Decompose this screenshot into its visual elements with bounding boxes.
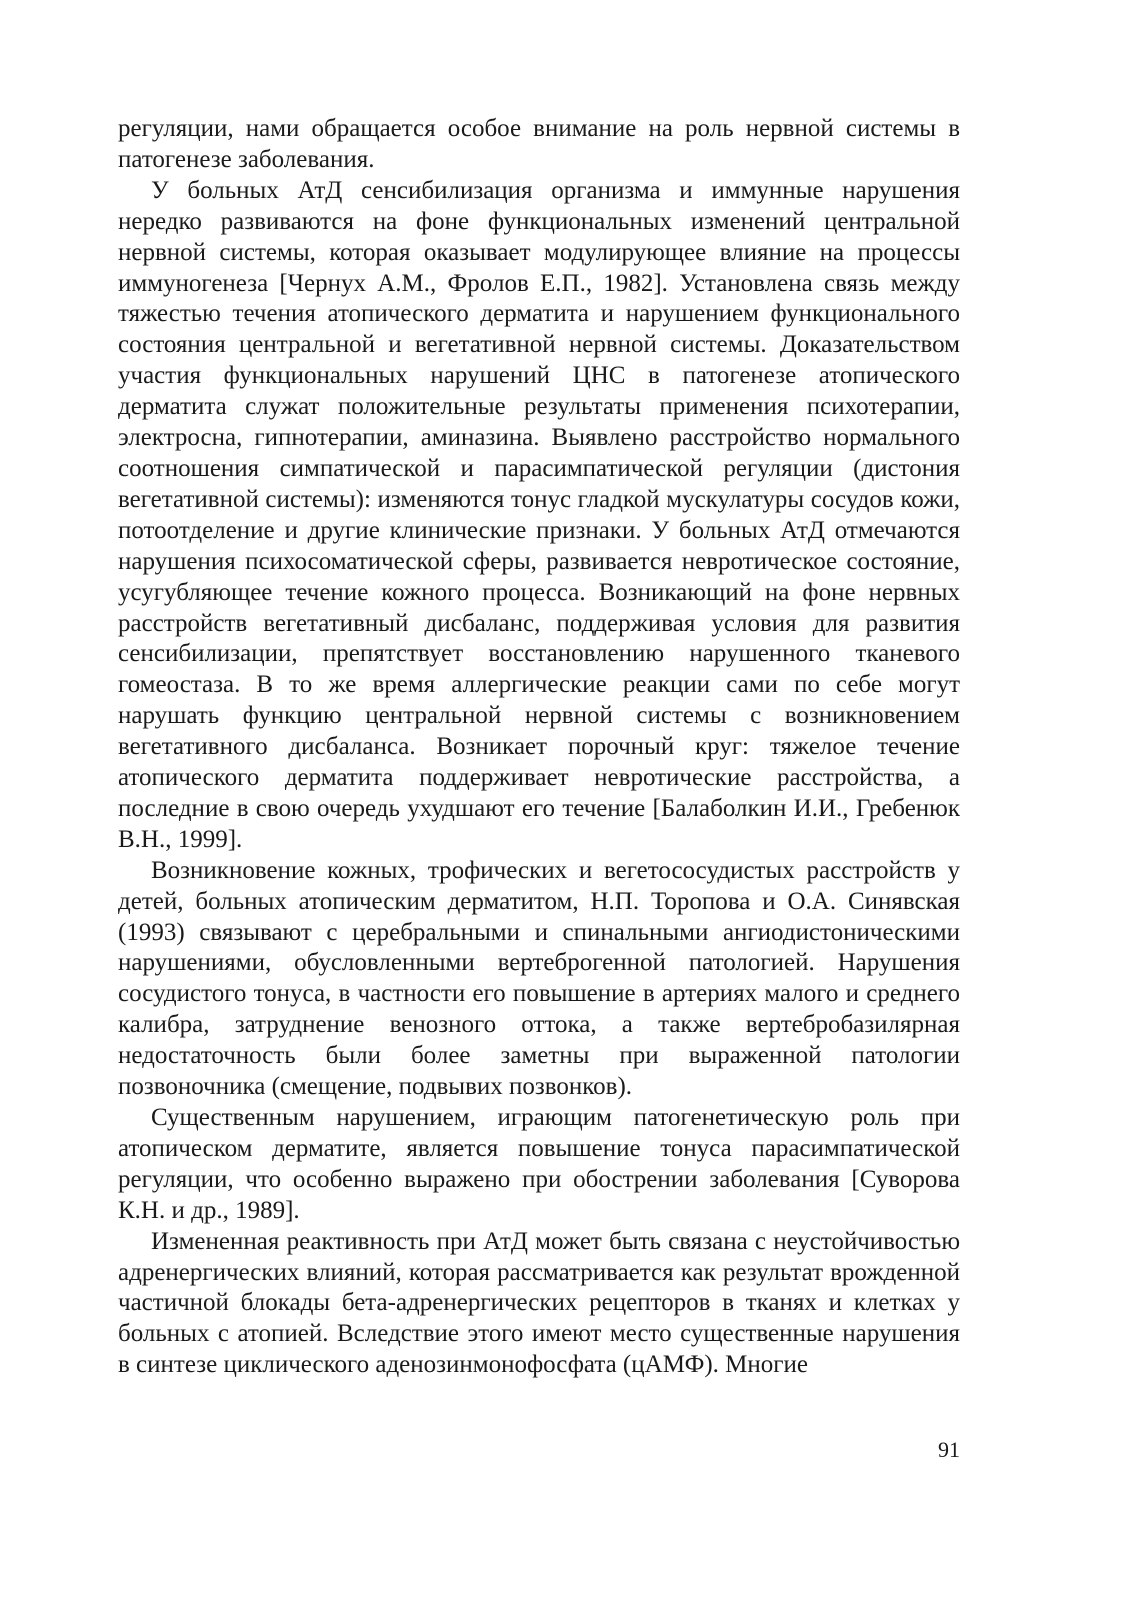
paragraph-parasympathetic: Существенным нарушением, играющим патогенетическую роль при атопическом дерматите, является повышение тонуса парасимпатической регуляции, что особенно выражено при обострении заболевания [Суворова К.Н. и др., 1989]. (118, 1104, 960, 1224)
paragraph-adrenergic: Измененная реактивность при АтД может быть связана с неустойчивостью адренергических влияний, которая рассматривается как результат врожденной частичной блокады бета-адренергических рецепторов в тканях и клетках у больных с атопией. Вследствие этого имеют место существенные нарушения в синтезе циклического аденозинмонофосфата (цАМФ). Многие (118, 1227, 960, 1379)
page-number: 91 (938, 1437, 960, 1462)
paragraph-continuation: регуляции, нами обращается особое внимание на роль нервной системы в патогенезе заболевания. (118, 115, 960, 173)
page-body (118, 114, 960, 1494)
paragraph-vertebrogenic: Возникновение кожных, трофических и вегетососудистых расстройств у детей, больных атопическим дерматитом, Н.П. Торопова и О.А. Синявская (1993) связывают с церебральными и спинальными ангиодистоническими нарушениями, обусловленными вертеброгенной патологией. Нарушения сосудистого тонуса, в частности его повышение в артериях малого и среднего калибра, затруднение венозного оттока, а также вертебробазилярная недостаточность были более заметны при выраженной патологии позвоночника (смещение, подвывих позвонков). (118, 856, 960, 1101)
paragraph-nervous-system: У больных АтД сенсибилизация организма и иммунные нарушения нередко развиваются на фоне функциональных изменений центральной нервной системы, которая оказывает модулирующее влияние на процессы иммуногенеза [Чернух А.М., Фролов Е.П., 1982]. Установлена связь между тяжестью течения атопического дерматита и нарушением функционального состояния центральной и вегетативной нервной системы. Доказательством участия функциональных нарушений ЦНС в патогенезе атопического дерматита служат положительные результаты применения психотерапии, электросна, гипнотерапии, аминазина. Выявлено расстройство нормального соотношения симпатической и парасимпатической регуляции (дистония вегетативной системы): изменяются тонус гладкой мускулатуры сосудов кожи, потоотделение и другие клинические признаки. У больных АтД отмечаются нарушения психосоматической сферы, развивается невротическое состояние, усугубляющее течение кожного процесса. Возникающий на фоне нервных расстройств вегетативный дисбаланс, поддерживая условия для развития сенсибилизации, препятствует восстановлению нарушенного тканевого гомеостаза. В то же время аллергические реакции сами по себе могут нарушать функцию центральной нервной системы с возникновением вегетативного дисбаланса. Возникает порочный круг: тяжелое течение атопического дерматита поддерживает невротические расстройства, а последние в свою очередь ухудшают его течение [Балаболкин И.И., Гребенюк В.Н., 1999]. (118, 176, 960, 853)
